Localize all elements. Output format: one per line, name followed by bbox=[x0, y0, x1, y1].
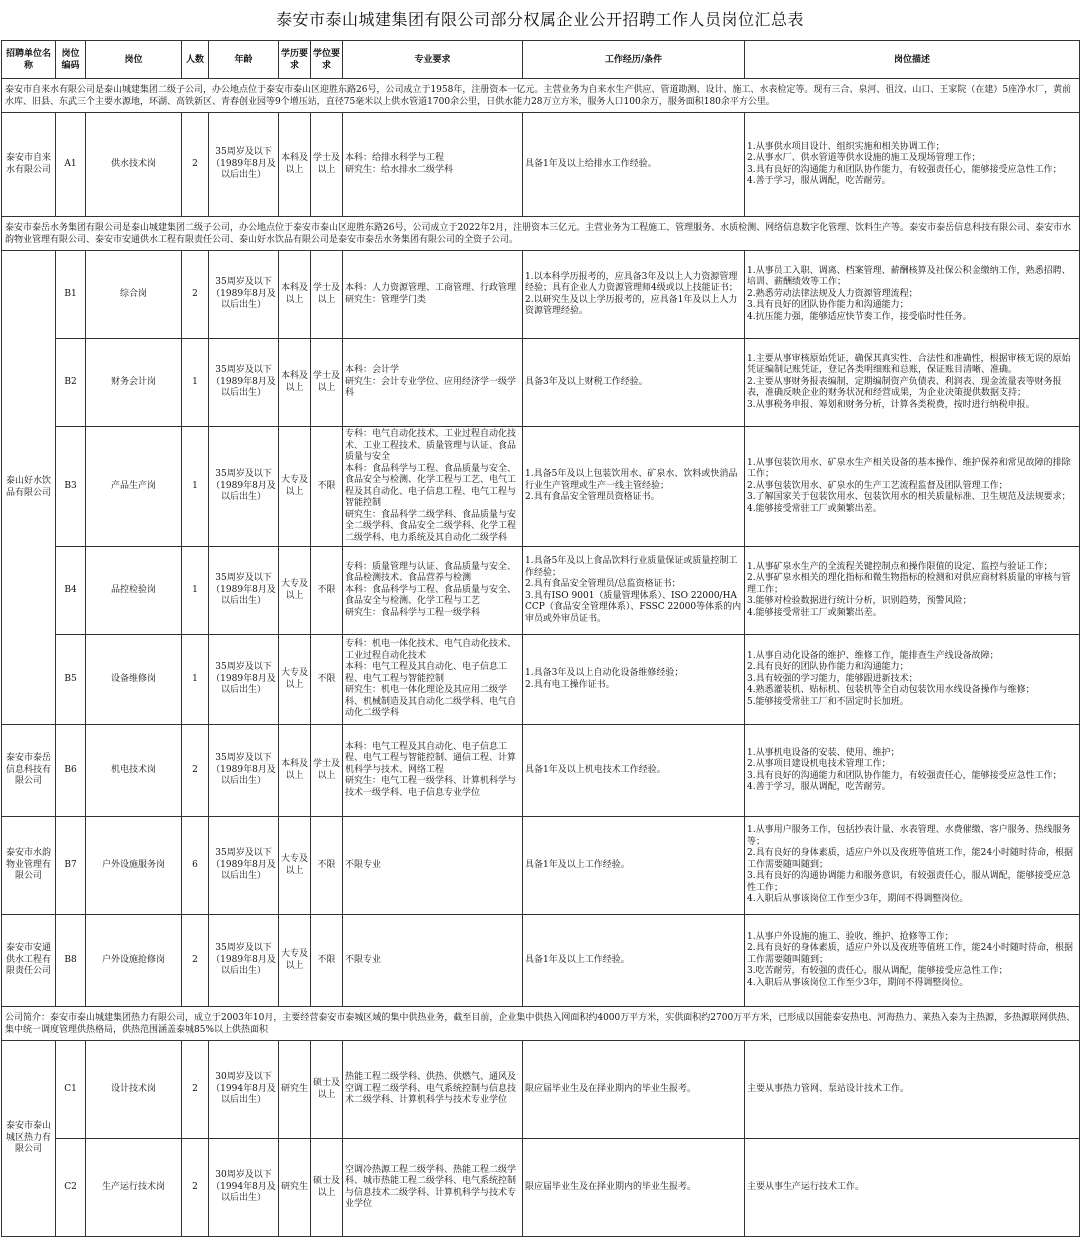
post-description: 1.从事户外设施的施工、验收、维护、抢修等工作； 2.具有良好的身体素质，适应户外以及夜班等值班工作，能24小时随时待命，根据工作需要随叫随到； 3.吃苦耐劳，有较强的责任心，服从调配，能够接受应急性工作； 4.入职后从事该岗位工作至少3年，期间不得调整岗位。 bbox=[745, 915, 1080, 1007]
header-experience: 工作经历/条件 bbox=[523, 41, 745, 79]
age-requirement: 35周岁及以下（1989年8月及以后出生） bbox=[209, 635, 279, 725]
post-code: B4 bbox=[56, 547, 86, 635]
major-requirement: 专科：电气自动化技术、工业过程自动化技术、工业工程技术、质量管理与认证、食品质量与安全 本科：食品科学与工程、食品质量与安全、食品安全与检测、化学工程与工艺、电气工程及其自动化、电子信息工程、电气工程与智能控制 研究生：食品科学二级学科、食品质量与安全二级学科、食品安全二级学科、化学工程二级学科、电力系统及其自动化二级学科 bbox=[343, 427, 523, 547]
post-code: C2 bbox=[56, 1139, 86, 1237]
major-requirement: 本科：人力资源管理、工商管理、行政管理 研究生：管理学门类 bbox=[343, 251, 523, 339]
table-row bbox=[2, 113, 1080, 217]
post-description: 1.从事包装饮用水、矿泉水生产相关设备的基本操作、维护保养和常见故障的排除工作； 2.从事包装饮用水、矿泉水的生产工艺流程监督及团队管理工作； 3.了解国家关于包装饮用水、包装饮用水的相关质量标准、卫生规范及法规要求； 4.能够接受常驻工厂或频繁出差。 bbox=[745, 427, 1080, 547]
section-intro-row bbox=[2, 1007, 1080, 1041]
degree-requirement: 硕士及以上 bbox=[311, 1139, 343, 1237]
major-requirement: 热能工程二级学科、供热、供燃气、通风及空调工程二级学科、电气系统控制与信息技术二级学科、计算机科学与技术专业学位 bbox=[343, 1041, 523, 1139]
post-code: B2 bbox=[56, 339, 86, 427]
post-count: 1 bbox=[182, 339, 209, 427]
post-description: 1.从事员工入职、调离、档案管理、薪酬核算及社保公积金缴纳工作，熟悉招聘、培训、薪酬绩效等工作； 2.熟悉劳动法律法规及人力资源管理流程； 3.具有良好的团队协作能力和沟通能力； 4.抗压能力强，能够适应快节奏工作，接受临时性任务。 bbox=[745, 251, 1080, 339]
section-intro-row bbox=[2, 217, 1080, 251]
experience-requirement: 1.具备3年及以上自动化设备维修经验； 2.具有电工操作证书。 bbox=[523, 635, 745, 725]
table-row bbox=[2, 427, 1080, 547]
education-requirement: 大专及以上 bbox=[279, 427, 311, 547]
education-requirement: 本科及以上 bbox=[279, 725, 311, 817]
education-requirement: 本科及以上 bbox=[279, 251, 311, 339]
header-degree: 学位要求 bbox=[311, 41, 343, 79]
header-row bbox=[2, 41, 1080, 79]
header-post: 岗位 bbox=[86, 41, 182, 79]
degree-requirement: 学士及以上 bbox=[311, 113, 343, 217]
post-count: 2 bbox=[182, 251, 209, 339]
table-row bbox=[2, 915, 1080, 1007]
post-name: 户外设施抢修岗 bbox=[86, 915, 182, 1007]
major-requirement: 不限专业 bbox=[343, 915, 523, 1007]
header-unit: 招聘单位名称 bbox=[2, 41, 56, 79]
education-requirement: 大专及以上 bbox=[279, 817, 311, 915]
unit-name: 泰安市安通供水工程有限责任公司 bbox=[2, 915, 56, 1007]
major-requirement: 不限专业 bbox=[343, 817, 523, 915]
degree-requirement: 不限 bbox=[311, 547, 343, 635]
post-count: 1 bbox=[182, 547, 209, 635]
experience-requirement: 具备3年及以上财税工作经验。 bbox=[523, 339, 745, 427]
degree-requirement: 不限 bbox=[311, 427, 343, 547]
education-requirement: 大专及以上 bbox=[279, 547, 311, 635]
education-requirement: 大专及以上 bbox=[279, 915, 311, 1007]
post-description: 主要从事生产运行技术工作。 bbox=[745, 1139, 1080, 1237]
section-intro: 公司简介：泰安市泰山城建集团热力有限公司，成立于2003年10月，主要经营泰安市泰城区域的集中供热业务，截至目前，企业集中供热入网面积约4000万平方米，实供面积约2700万平方米，已形成以国能泰安热电、河海热力、莱热入泰为主热源，多热源联网供热、集中统一调度管理供热格局，供热范围涵盖泰城85%以上供热面积 bbox=[2, 1007, 1080, 1041]
table-row bbox=[2, 1041, 1080, 1139]
table-row bbox=[2, 251, 1080, 339]
post-code: B5 bbox=[56, 635, 86, 725]
post-name: 品控检验岗 bbox=[86, 547, 182, 635]
post-count: 2 bbox=[182, 725, 209, 817]
header-education: 学历要求 bbox=[279, 41, 311, 79]
degree-requirement: 学士及以上 bbox=[311, 339, 343, 427]
post-name: 综合岗 bbox=[86, 251, 182, 339]
table-row bbox=[2, 635, 1080, 725]
post-description: 1.从事机电设备的安装、使用、维护； 2.从事项目建设机电技术管理工作； 3.具有良好的沟通能力和团队协作能力，有较强责任心，能够接受应急性工作； 4.善于学习，服从调配，吃苦耐劳。 bbox=[745, 725, 1080, 817]
header-code: 岗位编码 bbox=[56, 41, 86, 79]
post-name: 机电技术岗 bbox=[86, 725, 182, 817]
degree-requirement: 学士及以上 bbox=[311, 251, 343, 339]
age-requirement: 35周岁及以下（1989年8月及以后出生） bbox=[209, 427, 279, 547]
degree-requirement: 硕士及以上 bbox=[311, 1041, 343, 1139]
post-count: 2 bbox=[182, 1139, 209, 1237]
post-code: B6 bbox=[56, 725, 86, 817]
post-description: 1.从事用户服务工作，包括抄表计量、水表管理、水费催缴、客户服务、热线服务等； 2.具有良好的身体素质，适应户外以及夜班等值班工作，能24小时随时待命，根据工作需要随叫随到； 3.具有良好的沟通协调能力和服务意识，有较强责任心，服从调配，能够接受应急性工作； 4.入职后从事该岗位工作至少3年，期间不得调整岗位。 bbox=[745, 817, 1080, 915]
age-requirement: 35周岁及以下（1989年8月及以后出生） bbox=[209, 547, 279, 635]
table-row bbox=[2, 817, 1080, 915]
age-requirement: 35周岁及以下（1989年8月及以后出生） bbox=[209, 339, 279, 427]
page-title: 泰安市泰山城建集团有限公司部分权属企业公开招聘工作人员岗位汇总表 bbox=[275, 10, 804, 29]
experience-requirement: 具备1年及以上给排水工作经验。 bbox=[523, 113, 745, 217]
post-code: B1 bbox=[56, 251, 86, 339]
header-major: 专业要求 bbox=[343, 41, 523, 79]
experience-requirement: 具备1年及以上机电技术工作经验。 bbox=[523, 725, 745, 817]
unit-name: 泰安市泰山城区热力有限公司 bbox=[2, 1041, 56, 1237]
post-code: B8 bbox=[56, 915, 86, 1007]
post-description: 1.从事供水项目设计、组织实施和相关协调工作； 2.从事水厂、供水管道等供水设施的施工及现场管理工作； 3.具有良好的沟通能力和团队协作能力，有较强责任心，能够接受应急性工作； 4.善于学习，服从调配，吃苦耐劳。 bbox=[745, 113, 1080, 217]
education-requirement: 本科及以上 bbox=[279, 339, 311, 427]
degree-requirement: 不限 bbox=[311, 915, 343, 1007]
table-row bbox=[2, 725, 1080, 817]
education-requirement: 本科及以上 bbox=[279, 113, 311, 217]
major-requirement: 空调冷热源工程二级学科、热能工程二级学科、城市热能工程二级学科、电气系统控制与信息技术二级学科、计算机科学与技术专业学位 bbox=[343, 1139, 523, 1237]
education-requirement: 研究生 bbox=[279, 1139, 311, 1237]
education-requirement: 研究生 bbox=[279, 1041, 311, 1139]
unit-name: 泰山好水饮品有限公司 bbox=[2, 251, 56, 725]
age-requirement: 35周岁及以下（1989年8月及以后出生） bbox=[209, 915, 279, 1007]
age-requirement: 35周岁及以下（1989年8月及以后出生） bbox=[209, 817, 279, 915]
degree-requirement: 不限 bbox=[311, 817, 343, 915]
experience-requirement: 具备1年及以上工作经验。 bbox=[523, 915, 745, 1007]
age-requirement: 30周岁及以下（1994年8月及以后出生） bbox=[209, 1139, 279, 1237]
header-description: 岗位描述 bbox=[745, 41, 1080, 79]
post-description: 主要从事热力管网、泵站设计技术工作。 bbox=[745, 1041, 1080, 1139]
section-intro-row bbox=[2, 79, 1080, 113]
post-count: 2 bbox=[182, 113, 209, 217]
degree-requirement: 不限 bbox=[311, 635, 343, 725]
section-intro: 泰安市自来水有限公司是泰山城建集团二级子公司，办公地点位于泰安市泰山区迎胜东路26号，公司成立于1958年，注册资本一亿元。主营业务为自来水生产供应、管道勘测、设计、施工、水表检定等。现有三合、泉河、徂汶、山口、王家院（在建）5座净水厂，黄前水库、旧县、东武三个主要水源地，环湖、高铁新区、青春创业园等9个增压站，直径75毫米以上供水管道1700余公里，日供水能力28万立方米，服务人口100余万，服务面积180余平方公里。 bbox=[2, 79, 1080, 113]
post-code: B7 bbox=[56, 817, 86, 915]
experience-requirement: 限应届毕业生及在择业期内的毕业生报考。 bbox=[523, 1041, 745, 1139]
unit-name: 泰安市泰岳信息科技有限公司 bbox=[2, 725, 56, 817]
header-age: 年龄 bbox=[209, 41, 279, 79]
table-row bbox=[2, 1139, 1080, 1237]
post-description: 1.从事矿泉水生产的全流程关键控制点和操作限值的设定、监控与验证工作； 2.从事矿泉水相关的理化指标和微生物指标的检测和对供应商材料质量的审核与管理工作； 3.能够对检验数据进行统计分析，识别趋势，预警风险； 4.能够接受常驻工厂或频繁出差。 bbox=[745, 547, 1080, 635]
experience-requirement: 限应届毕业生及在择业期内的毕业生报考。 bbox=[523, 1139, 745, 1237]
header-count: 人数 bbox=[182, 41, 209, 79]
post-name: 设计技术岗 bbox=[86, 1041, 182, 1139]
major-requirement: 专科：质量管理与认证、食品质量与安全、食品检测技术、食品营养与检测 本科：食品科学与工程、食品质量与安全、食品安全与检测、化学工程与工艺 研究生：食品科学与工程一级学科 bbox=[343, 547, 523, 635]
post-description: 1.从事自动化设备的维护、维修工作，能排查生产线设备故障； 2.具有良好的团队协作能力和沟通能力； 3.具有较强的学习能力，能够跟进新技术； 4.熟悉灌装机、贴标机、包装机等全自动包装饮用水线设备操作与维修； 5.能够接受常驻工厂和不固定时长加班。 bbox=[745, 635, 1080, 725]
post-count: 1 bbox=[182, 635, 209, 725]
post-name: 设备维修岗 bbox=[86, 635, 182, 725]
post-count: 2 bbox=[182, 1041, 209, 1139]
post-name: 财务会计岗 bbox=[86, 339, 182, 427]
post-name: 生产运行技术岗 bbox=[86, 1139, 182, 1237]
age-requirement: 35周岁及以下（1989年8月及以后出生） bbox=[209, 725, 279, 817]
post-description: 1.主要从事审核原始凭证，确保其真实性、合法性和准确性，根据审核无误的原始凭证编制记账凭证，登记各类明细账和总账，保证账目清晰、准确。 2.主要从事财务报表编制，定期编制资产负债表、利润表、现金流量表等财务报表，准确反映企业的财务状况和经营成果，为企业决策提供数据支持； 3.从事税务申报、筹划和财务分析，计算各类税费，按时进行纳税申报。 bbox=[745, 339, 1080, 427]
unit-name: 泰安市自来水有限公司 bbox=[2, 113, 56, 217]
post-count: 6 bbox=[182, 817, 209, 915]
major-requirement: 本科：电气工程及其自动化、电子信息工程、电气工程与智能控制、通信工程、计算机科学与技术、网络工程 研究生：电气工程一级学科、计算机科学与技术一级学科、电子信息专业学位 bbox=[343, 725, 523, 817]
experience-requirement: 1.以本科学历报考的，应具备3年及以上人力资源管理经验；具有企业人力资源管理师4级或以上技能证书； 2.以研究生及以上学历报考的，应具备1年及以上人力资源管理经验。 bbox=[523, 251, 745, 339]
degree-requirement: 学士及以上 bbox=[311, 725, 343, 817]
major-requirement: 专科：机电一体化技术、电气自动化技术、工业过程自动化技术 本科：电气工程及其自动化、电子信息工程、电气工程与智能控制 研究生：机电一体化理论及其应用二级学科、机械制造及其自动化二级学科、电气自动化二级学科 bbox=[343, 635, 523, 725]
age-requirement: 35周岁及以下（1989年8月及以后出生） bbox=[209, 251, 279, 339]
post-count: 1 bbox=[182, 427, 209, 547]
age-requirement: 30周岁及以下（1994年8月及以后出生） bbox=[209, 1041, 279, 1139]
post-name: 户外设施服务岗 bbox=[86, 817, 182, 915]
major-requirement: 本科：会计学 研究生：会计专业学位、应用经济学一级学科 bbox=[343, 339, 523, 427]
post-code: C1 bbox=[56, 1041, 86, 1139]
experience-requirement: 1.具备5年及以上包装饮用水、矿泉水、饮料或快消品行业生产管理或生产一线主管经验； 2.具有食品安全管理员资格证书。 bbox=[523, 427, 745, 547]
experience-requirement: 1.具备5年及以上食品饮料行业质量保证或质量控制工作经验； 2.具有食品安全管理员/总监资格证书； 3.具有ISO 9001（质量管理体系）、ISO 22000/HACCP（食品安全管理体系）、FSSC 22000等体系的内审员或外审员证书。 bbox=[523, 547, 745, 635]
table-row bbox=[2, 339, 1080, 427]
table-row bbox=[2, 547, 1080, 635]
experience-requirement: 具备1年及以上工作经验。 bbox=[523, 817, 745, 915]
education-requirement: 大专及以上 bbox=[279, 635, 311, 725]
post-code: B3 bbox=[56, 427, 86, 547]
post-count: 2 bbox=[182, 915, 209, 1007]
recruitment-table bbox=[1, 40, 1080, 1237]
section-intro: 泰安市泰岳水务集团有限公司是泰山城建集团二级子公司，办公地点位于泰安市泰山区迎胜东路26号，公司成立于2022年2月，注册资本三亿元。主营业务为工程施工、管理服务、水质检测、网络信息数字化管理、饮料生产等。泰安市泰岳信息科技有限公司、泰安市水韵物业管理有限公司、泰安市安通供水工程有限责任公司、泰山好水饮品有限公司是泰安市泰岳水务集团有限公司的全资子公司。 bbox=[2, 217, 1080, 251]
major-requirement: 本科：给排水科学与工程 研究生：给水排水二级学科 bbox=[343, 113, 523, 217]
unit-name: 泰安市水韵物业管理有限公司 bbox=[2, 817, 56, 915]
post-name: 供水技术岗 bbox=[86, 113, 182, 217]
post-code: A1 bbox=[56, 113, 86, 217]
post-name: 产品生产岗 bbox=[86, 427, 182, 547]
age-requirement: 35周岁及以下（1989年8月及以后出生） bbox=[209, 113, 279, 217]
